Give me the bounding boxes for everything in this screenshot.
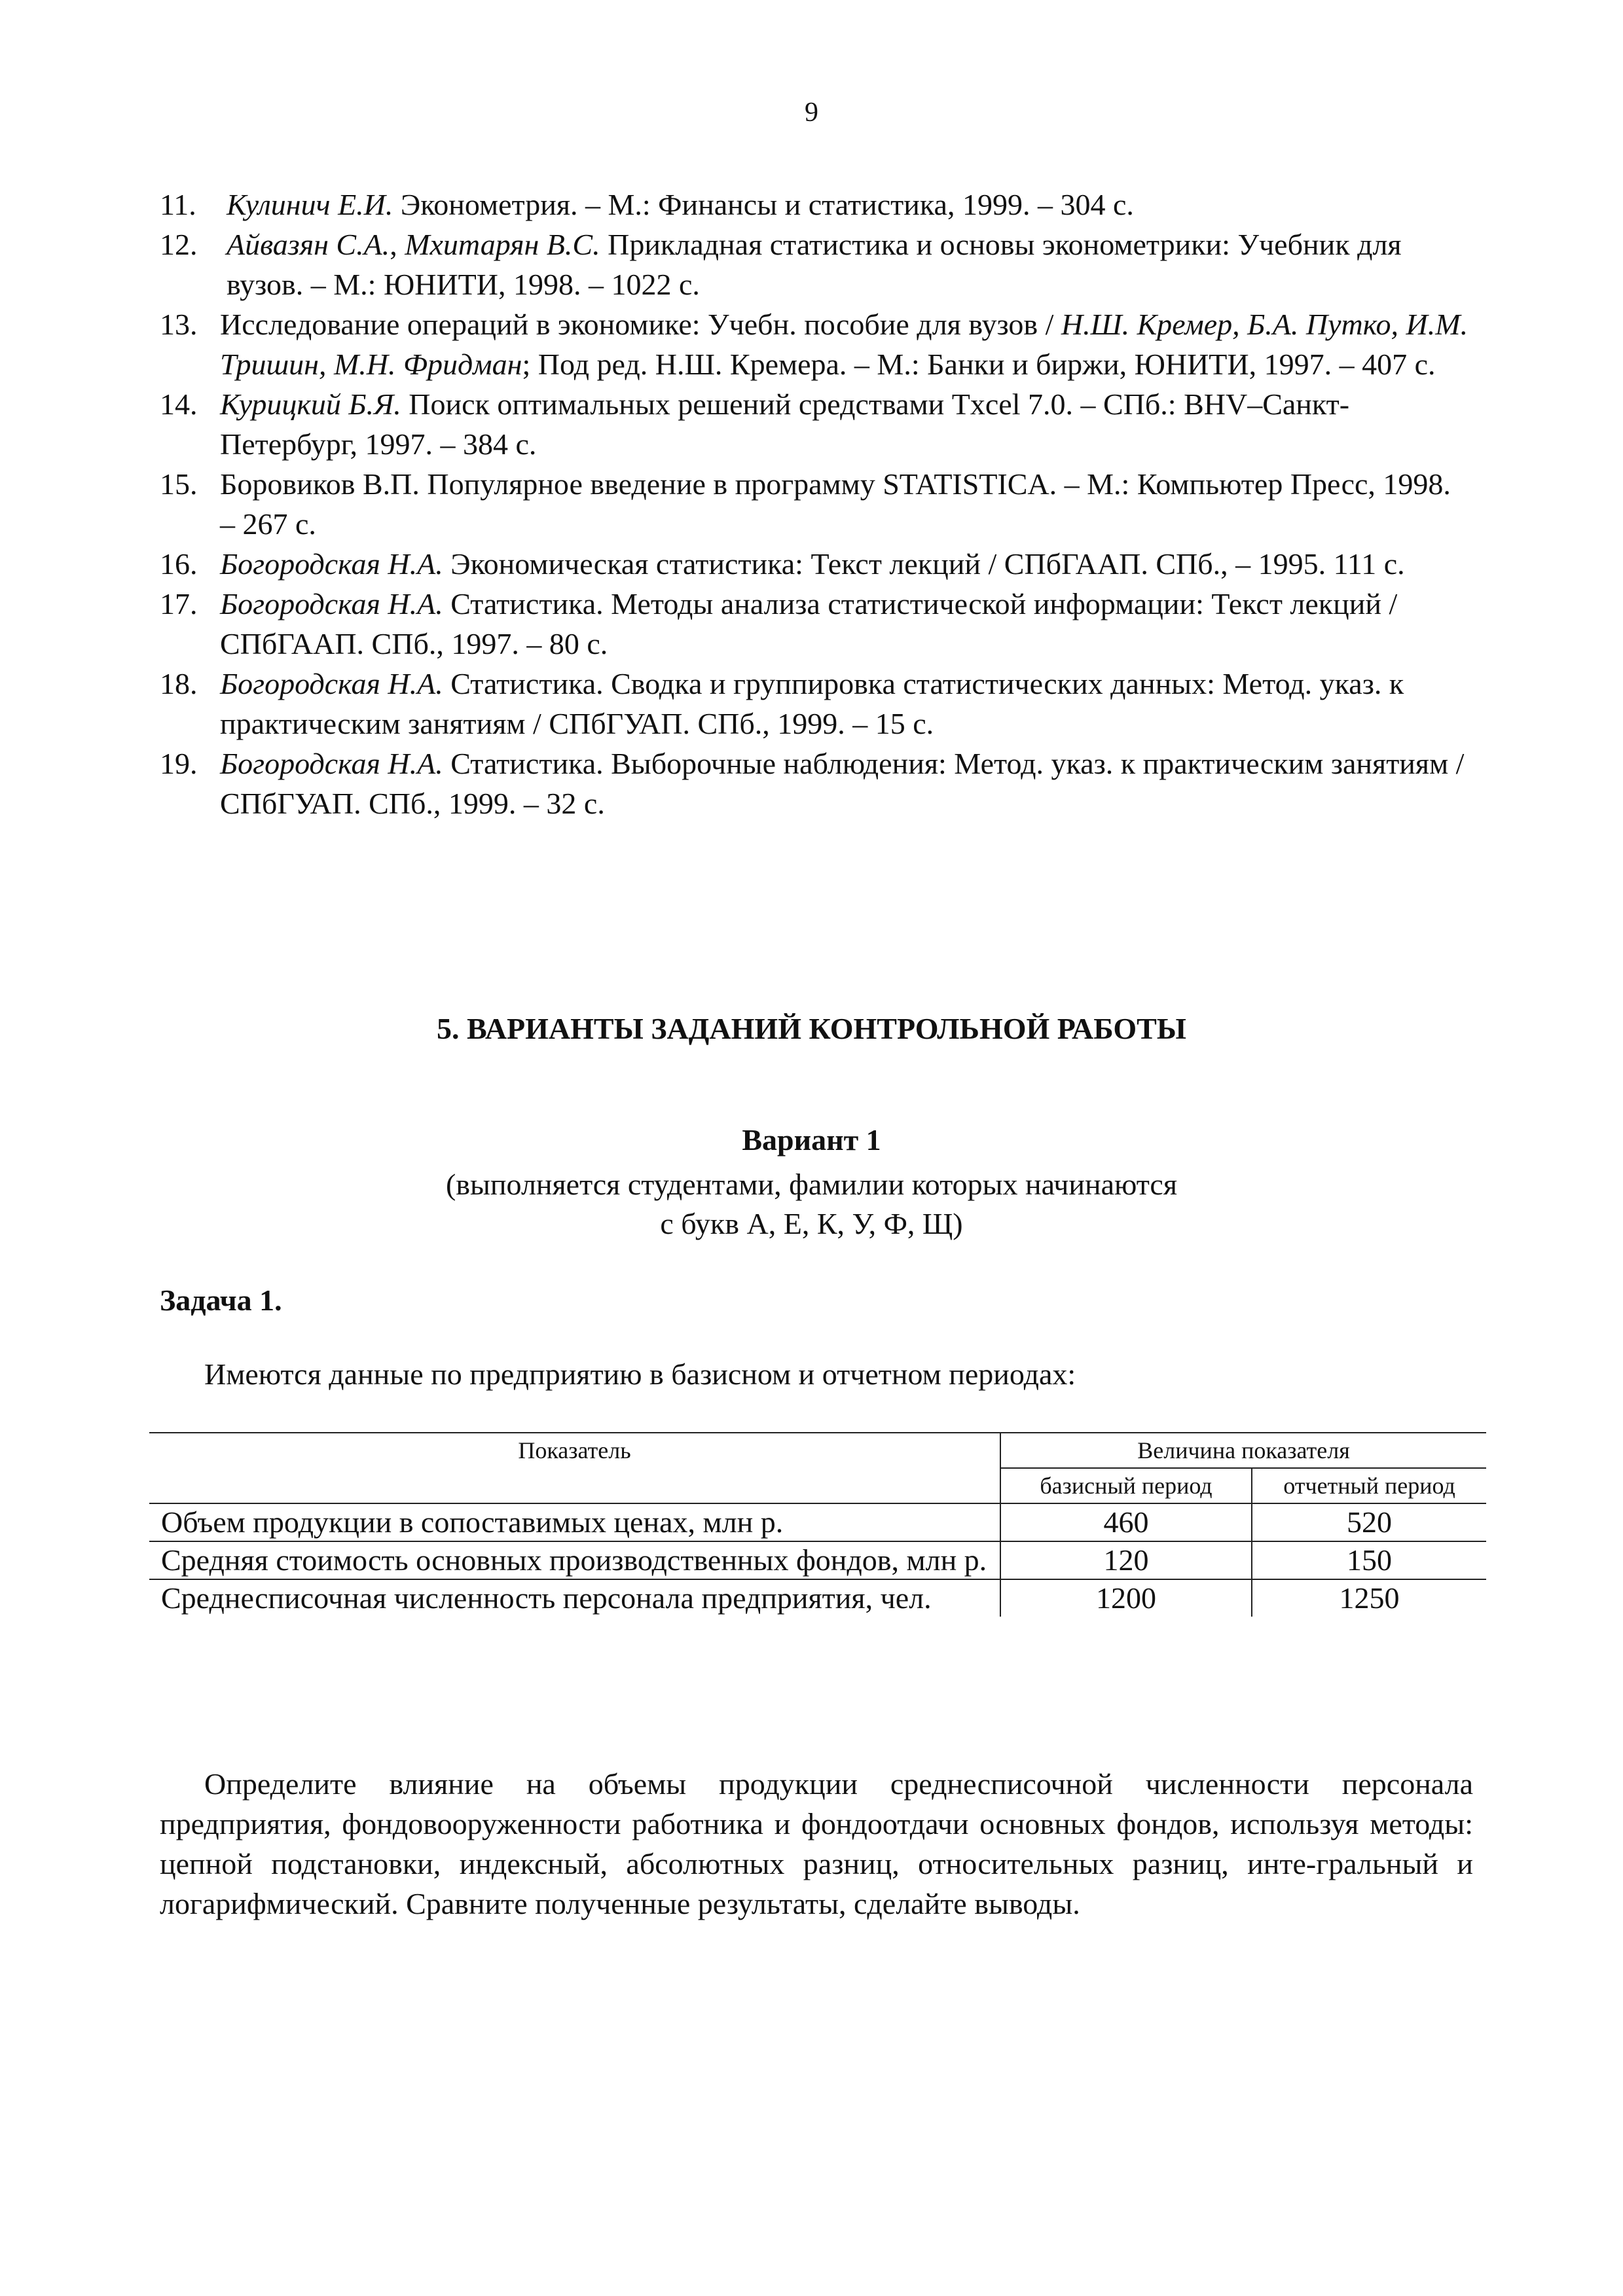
table-row <box>149 1541 1486 1579</box>
reference-author: Богородская Н.А. <box>220 587 443 620</box>
task-intro: Имеются данные по предприятию в базисном и отчетном периодах: <box>204 1357 1076 1391</box>
reference-number: 17. <box>160 587 198 620</box>
table-row <box>149 1579 1486 1617</box>
row-report-value: 1250 <box>1252 1579 1486 1617</box>
reference-author-2: Мхитарян В.С. <box>405 228 600 261</box>
variant-title: Вариант 1 <box>742 1123 881 1157</box>
reference-author: Богородская Н.А. <box>220 747 443 780</box>
variant-subtitle-line-1: (выполняется студентами, фамилии которых начинаются <box>445 1168 1178 1201</box>
reference-list <box>160 185 1469 823</box>
reference-author: Курицкий Б.Я. <box>220 387 401 421</box>
reference-number: 11. <box>160 188 196 221</box>
variant-subtitle <box>0 1165 1623 1244</box>
header-report-period: отчетный период <box>1252 1468 1486 1503</box>
reference-item-14 <box>160 384 1469 464</box>
reference-item-19 <box>160 744 1469 823</box>
reference-separator: , <box>390 228 405 261</box>
reference-item-15 <box>160 464 1469 544</box>
reference-text: Поиск оптимальных решений средствами Txcel 7.0. – СПб.: BHV–Санкт-Петербург, 1997. – 384 с. <box>220 387 1350 461</box>
reference-text: Экономическая статистика: Текст лекций / СПбГААП. СПб., – 1995. 111 с. <box>443 547 1405 581</box>
row-report-value: 150 <box>1252 1541 1486 1579</box>
task-title: Задача 1. <box>160 1283 282 1317</box>
reference-text: Эконометрия. – М.: Финансы и статистика, 1999. – 304 с. <box>393 188 1134 221</box>
reference-text: Боровиков В.П. Популярное введение в программу STATISTICA. – М.: Компьютер Пресс, 1998. – 267 с. <box>220 467 1451 541</box>
header-indicator: Показатель <box>149 1433 1000 1503</box>
row-label: Средняя стоимость основных производственных фондов, млн р. <box>149 1541 1000 1579</box>
reference-item-18 <box>160 664 1469 744</box>
reference-author: Кулинич Е.И. <box>227 188 393 221</box>
reference-text-before: Исследование операций в экономике: Учебн. пособие для вузов / <box>220 308 1061 341</box>
reference-item-11 <box>160 185 1469 224</box>
reference-author: Богородская Н.А. <box>220 547 443 581</box>
reference-number: 18. <box>160 667 198 700</box>
variant-subtitle-line-2: с букв А, Е, К, У, Ф, Щ) <box>660 1207 963 1240</box>
row-label: Среднесписочная численность персонала предприятия, чел. <box>161 1581 932 1615</box>
row-base-value: 460 <box>1000 1503 1252 1541</box>
reference-text: Статистика. Сводка и группировка статистических данных: Метод. указ. к практическим занятиям / СПбГУАП. СПб., 1999. – 15 с. <box>220 667 1404 740</box>
reference-author: Богородская Н.А. <box>220 667 443 700</box>
reference-text: ; Под ред. Н.Ш. Кремера. – М.: Банки и биржи, ЮНИТИ, 1997. – 407 с. <box>522 348 1436 381</box>
data-table <box>149 1432 1486 1617</box>
reference-text: Статистика. Выборочные наблюдения: Метод. указ. к практическим занятиям / СПбГУАП. СПб., 1999. – 32 с. <box>220 747 1465 820</box>
reference-text: Статистика. Методы анализа статистической информации: Текст лекций / СПбГААП. СПб., 1997. – 80 с. <box>220 587 1398 660</box>
page-number: 9 <box>805 98 818 128</box>
reference-number: 14. <box>160 387 198 421</box>
reference-author: Айвазян С.А. <box>227 228 390 261</box>
task-question: Определите влияние на объемы продукции среднесписочной численности персонала предприятия, фондовооруженности работника и фондоотдачи основных фондов, используя методы: цепной подстановки, индексный, абсолютных разниц, относительных разниц, инте-гральный и логарифмический. Сравните полученные результаты, сделайте выводы. <box>160 1767 1473 1920</box>
reference-authors: Н.Ш. Кремер, Б.А. Путко, И.М. Тришин, М.Н. Фридман <box>220 308 1468 381</box>
row-base-value: 1200 <box>1000 1579 1252 1617</box>
reference-number: 15. <box>160 467 198 501</box>
reference-number: 16. <box>160 547 198 581</box>
table-row <box>149 1503 1486 1541</box>
reference-item-17 <box>160 584 1469 664</box>
table-header-row <box>149 1433 1486 1468</box>
reference-number: 13. <box>160 308 198 341</box>
reference-number: 12. <box>160 228 198 261</box>
row-report-value: 520 <box>1252 1503 1486 1541</box>
reference-item-16 <box>160 544 1469 584</box>
reference-number: 19. <box>160 747 198 780</box>
data-table-container <box>149 1432 1486 1617</box>
header-base-period: базисный период <box>1000 1468 1252 1503</box>
reference-text: Прикладная статистика и основы эконометрики: Учебник для вузов. – М.: ЮНИТИ, 1998. – 1022 с. <box>227 228 1402 301</box>
row-base-value: 120 <box>1000 1541 1252 1579</box>
reference-item-13 <box>160 304 1469 384</box>
header-value: Величина показателя <box>1000 1433 1486 1468</box>
row-label: Объем продукции в сопоставимых ценах, млн р. <box>149 1503 1000 1541</box>
section-title: 5. ВАРИАНТЫ ЗАДАНИЙ КОНТРОЛЬНОЙ РАБОТЫ <box>437 1012 1186 1045</box>
reference-item-12 <box>160 224 1469 304</box>
